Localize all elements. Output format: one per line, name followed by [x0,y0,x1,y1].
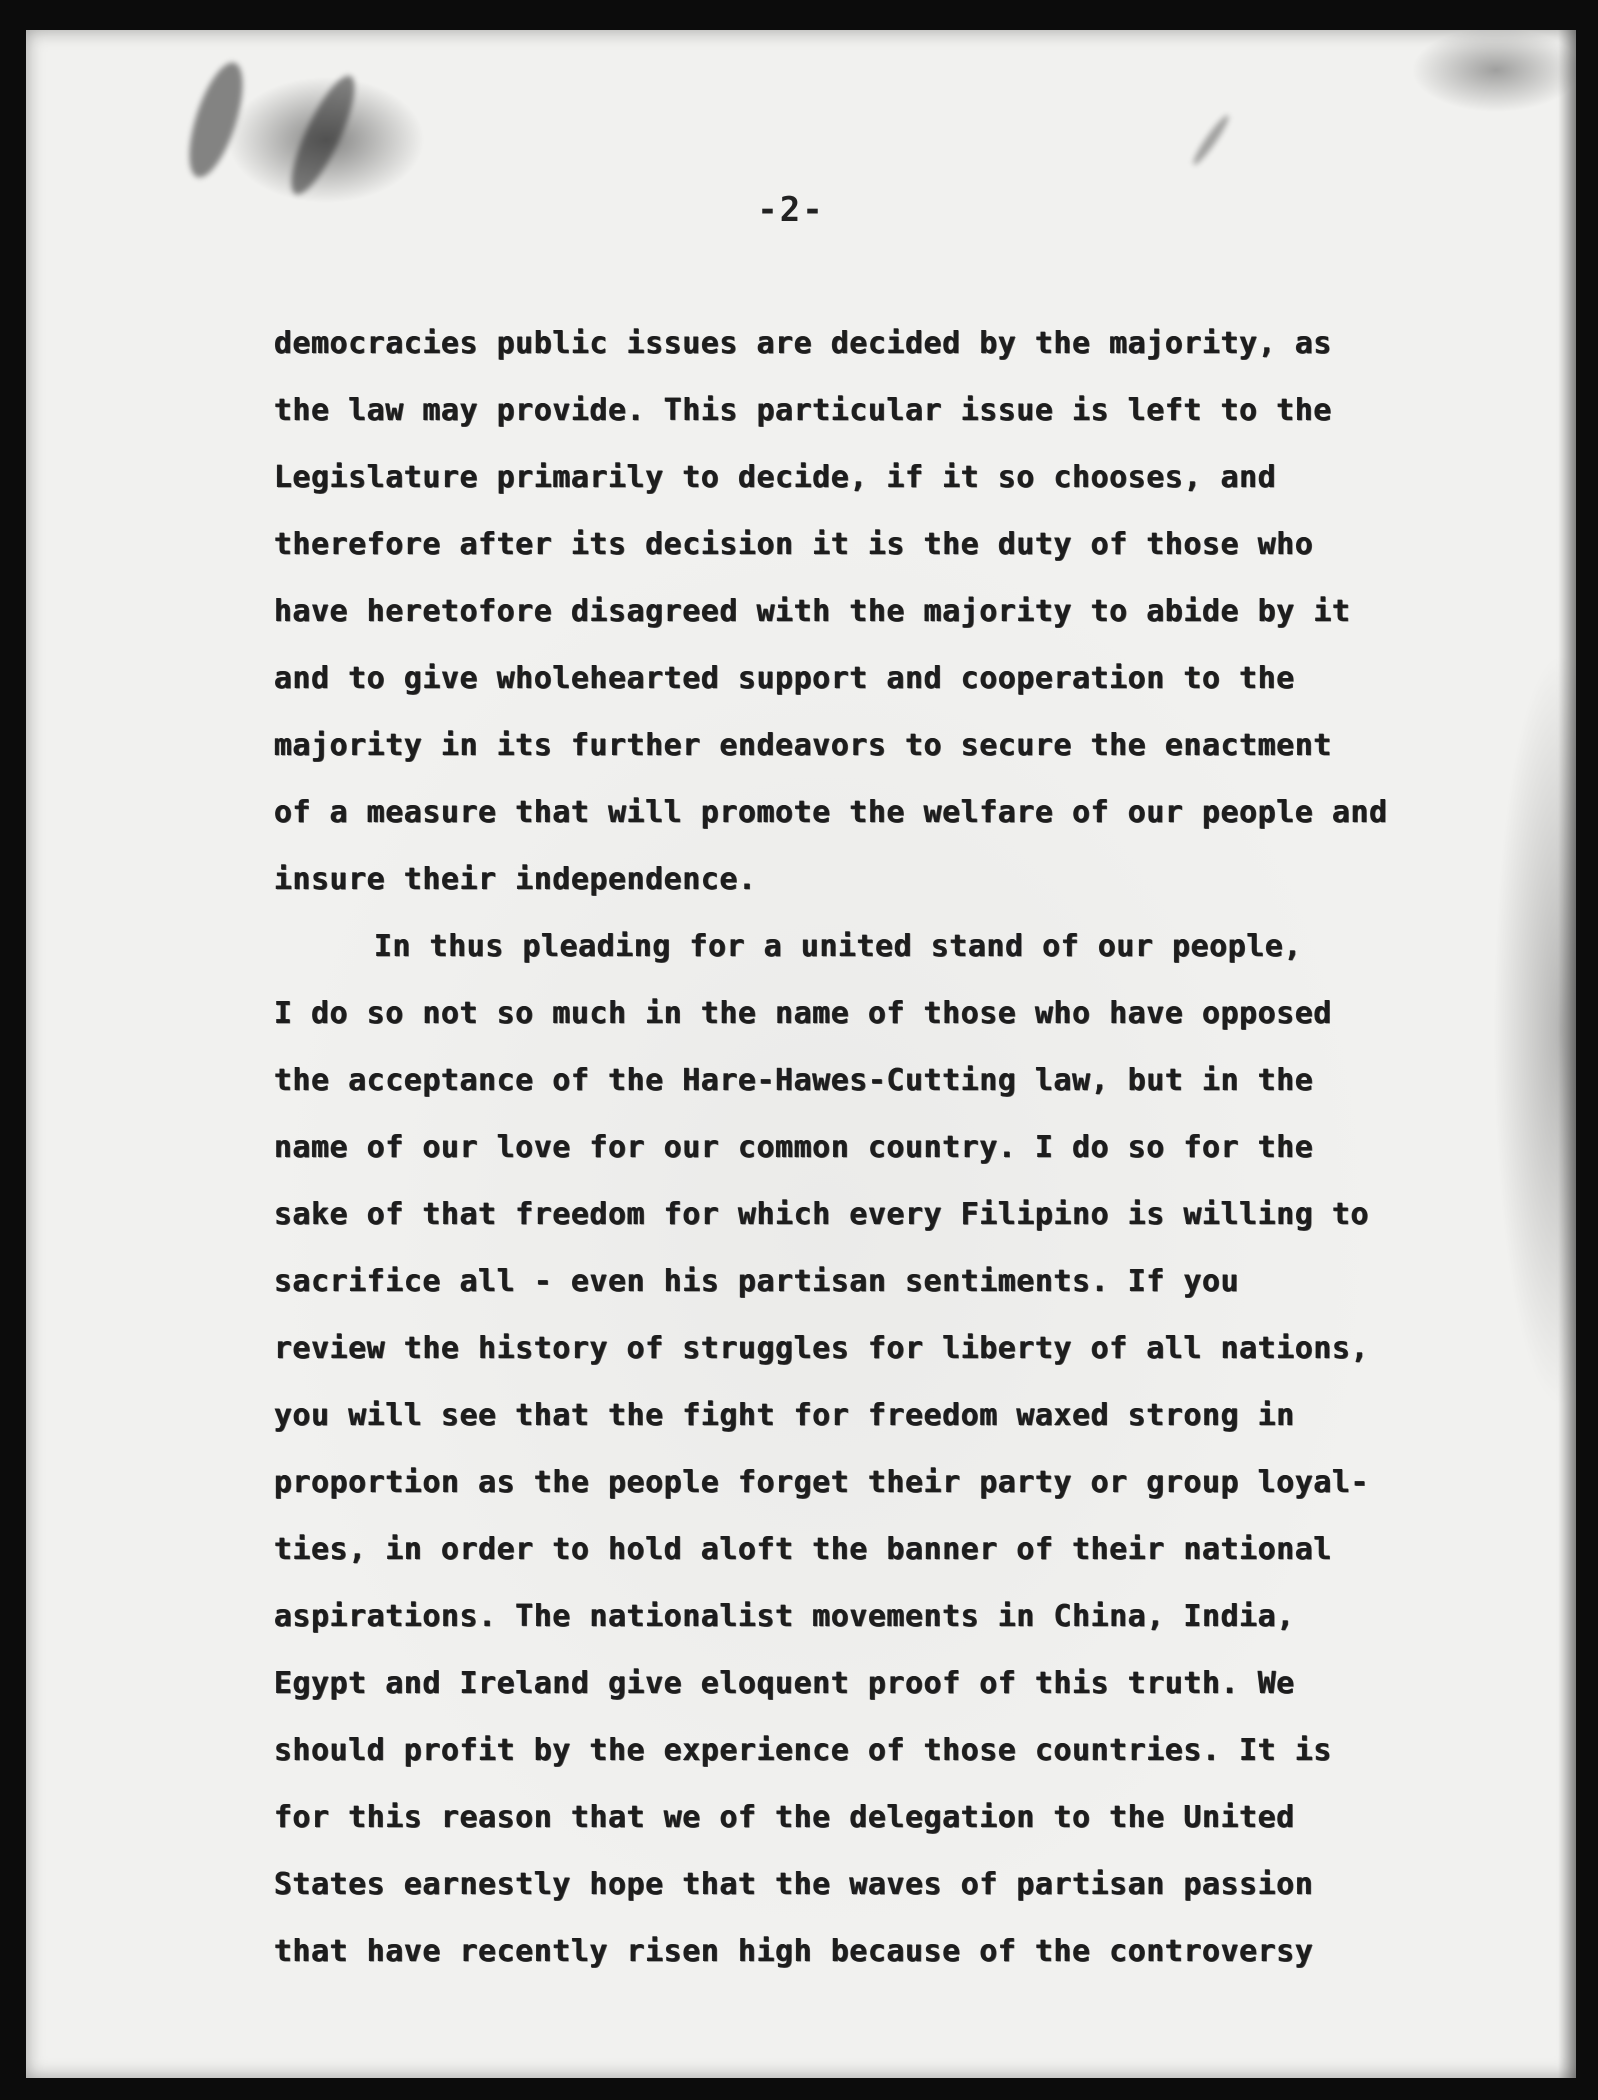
text-line: sacrifice all - even his partisan sentiments. If you [274,1264,1240,1299]
text-line: have heretofore disagreed with the majority to abide by it [274,594,1351,629]
body-text [274,310,1474,1985]
text-line: review the history of struggles for liberty of all nations, [274,1331,1370,1366]
text-line: that have recently risen high because of the controversy [274,1934,1314,1969]
text-line: the law may provide. This particular issue is left to the [274,393,1333,428]
text-line: democracies public issues are decided by the majority, as [274,326,1333,361]
text-line: Egypt and Ireland give eloquent proof of this truth. We [274,1666,1295,1701]
text-line: States earnestly hope that the waves of partisan passion [274,1867,1314,1902]
text-line: ties, in order to hold aloft the banner of their national [274,1532,1333,1567]
text-line: name of our love for our common country. I do so for the [274,1130,1314,1165]
text-line: for this reason that we of the delegation to the United [274,1800,1295,1835]
ink-mark [1190,113,1233,168]
text-line: and to give wholehearted support and cooperation to the [274,661,1295,696]
text-line: should profit by the experience of those countries. It is [274,1733,1333,1768]
text-line: proportion as the people forget their party or group loyal- [274,1465,1370,1500]
page-edge-shadow [1558,30,1576,2078]
text-line: aspirations. The nationalist movements in China, India, [274,1599,1295,1634]
text-line: I do so not so much in the name of those who have opposed [274,996,1333,1031]
page-number: -2- [757,190,825,230]
text-line: you will see that the fight for freedom waxed strong in [274,1398,1295,1433]
document-page [26,30,1576,2078]
text-line: sake of that freedom for which every Filipino is willing to [274,1197,1370,1232]
text-line: of a measure that will promote the welfare of our people and [274,795,1388,830]
text-line: majority in its further endeavors to secure the enactment [274,728,1333,763]
ink-smudge [178,57,253,183]
text-line: insure their independence. [274,862,757,897]
text-line: therefore after its decision it is the duty of those who [274,527,1314,562]
text-line: the acceptance of the Hare-Hawes-Cutting law, but in the [274,1063,1314,1098]
text-line: Legislature primarily to decide, if it so chooses, and [274,460,1277,495]
ink-smudge [280,69,366,201]
paragraph-start-line: In thus pleading for a united stand of our people, [374,929,1303,964]
